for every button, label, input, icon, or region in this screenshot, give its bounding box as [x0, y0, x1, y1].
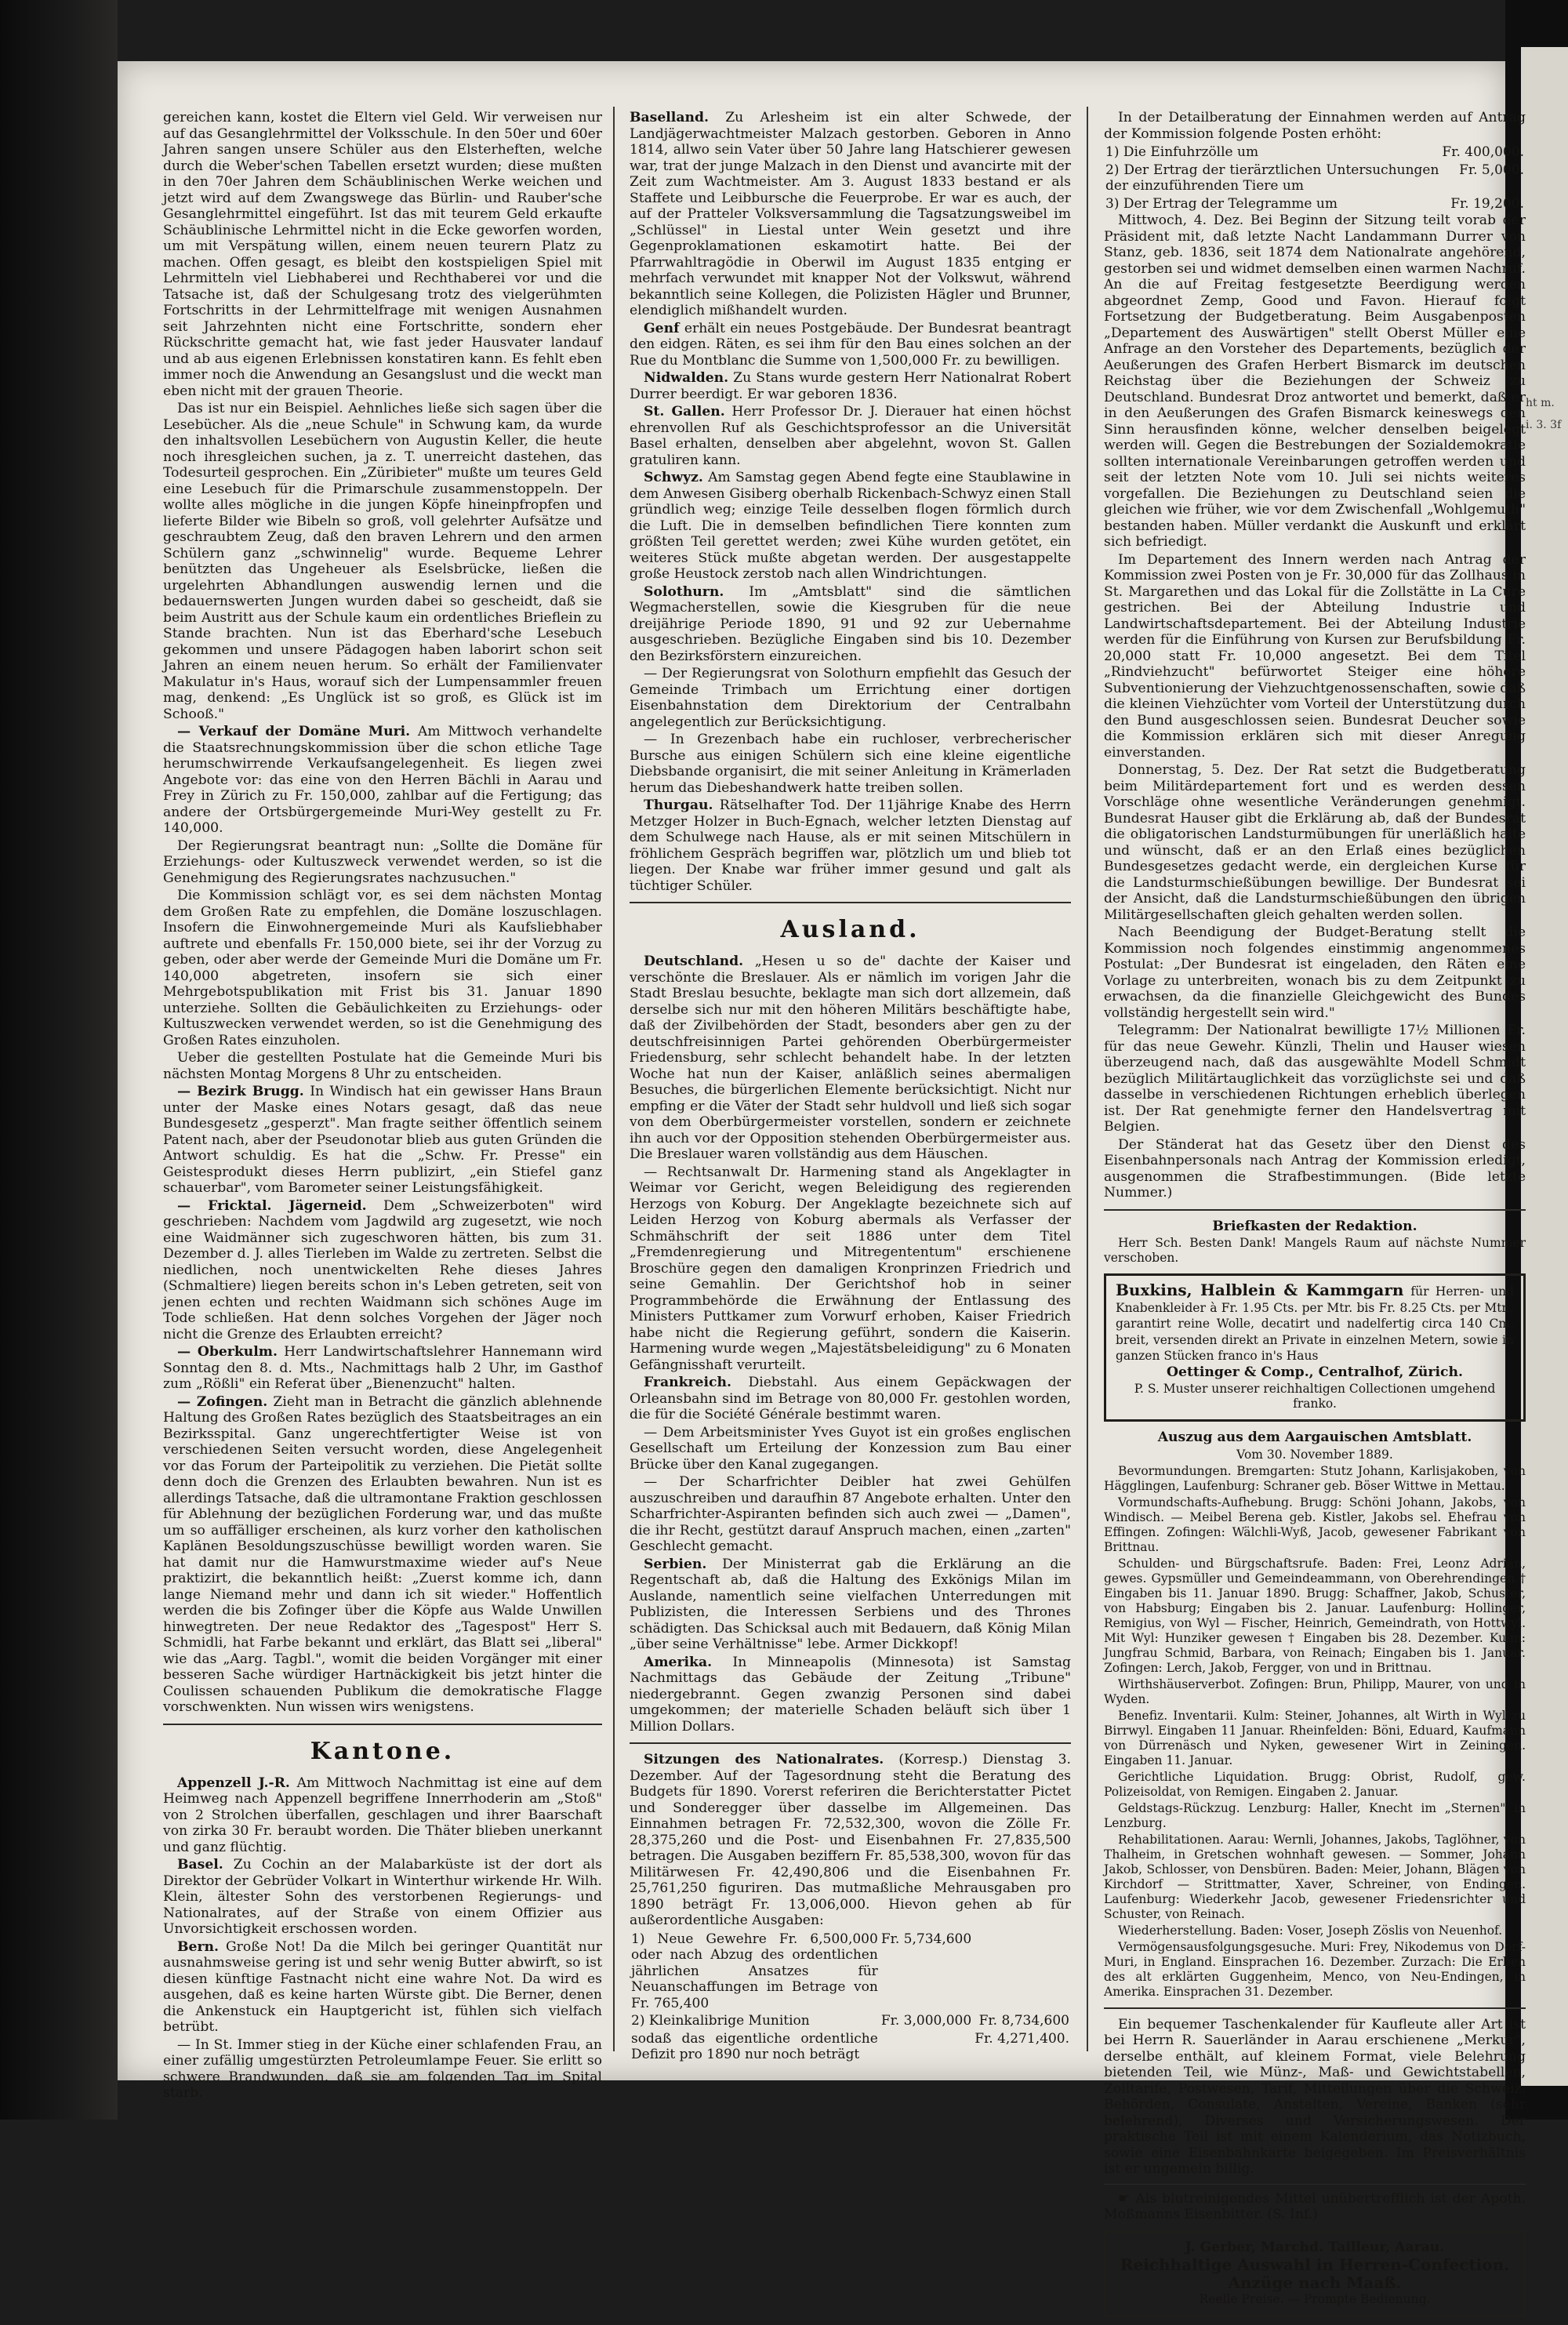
article-brugg [163, 1084, 602, 1197]
article-paragraph: — In St. Immer stieg in der Küche einer schlafenden Frau, an einer zufällig umgestürzten Petroleumlampe Feuer. Sie erlitt so schwere Brandwunden, daß sie am folgenden Tag im Spital starb. [163, 2036, 602, 2101]
article-paragraph: Mittwoch, 4. Dez. Bei Beginn der Sitzung teilt vorab der Präsident mit, daß letzte Nacht Landammann Durrer von Stanz, geb. 1836, seit 1874 dem Nationalrate angehörend, gestorben sei und widmet demselben einen warmen Nachruf. An die auf Freitag festgesetzte Beerdigung werden abgeordnet Zemp, Good und Favon. Hierauf folgt Fortsetzung der Budgetberatung. Beim Ausgabenposten „Departement des Auswärtigen" stellt Oberst Müller eine Anfrage an den Vorsteher des Departements, bezüglich der Aeußerungen des Grafen Herbert Bismarck im deutschen Reichstag über die Beziehungen der Schweiz zu Deutschland. Bundesrat Droz antwortet und bemerkt, daß er in den Aeußerungen des Grafen Bismarck keineswegs den Sinn herausfinden könne, welcher denselben beigelegt werden will. Gegen die Bestrebungen der Sozialdemokratie sollten internationale Vereinbarungen getroffen werden und seit der letzten Note vom 10. Juli sei nichts weiteres vorgefallen. Die Beziehungen zu Deutschland seien die gleichen wie früher, wie vor dem Zwischenfall „Wohlgemuth" bestanden haben. Müller verdankt die Auskunft und erklärt sich befriedigt. [1104, 213, 1526, 550]
ad-ps: P. S. Muster unserer reichhaltigen Collectionen umgehend franko. [1134, 1382, 1496, 1411]
article-paragraph: Donnerstag, 5. Dez. Der Rat setzt die Budgetberatung beim Militärdepartement fort und es werden dessen Vorschläge ohne wesentliche Veränderungen genehmigt. Bundesrat Hauser gibt die Erklärung ab, daß der Bundesrat die obligatorischen Landsturmübungen für unerläßlich halte und wünscht, daß er an den Erlaß eines bezüglichen Bundesgesetzes gedacht werde, ein dergleichen Kurse für die Landsturmschießübungen bewillige. Der Bundesrat sei der Ansicht, daß die Landsturmschießübungen den übrigen Militärgesellschaften gleich gehalten werden sollen. [1104, 762, 1526, 923]
article-text: erhält ein neues Postgebäude. Der Bundesrat beantragt den eidgen. Räten, es sei ihm für den Bau eines solchen an der Rue du Montblanc die Summe von 1,500,000 Fr. zu bewilligen. [630, 320, 1071, 369]
pointing-hand-icon: ☛ [1118, 2190, 1131, 2207]
ad-firm: Oettinger & Comp., Centralhof, Zürich. [1167, 1364, 1463, 1380]
article-paragraph: Der Regierungsrat beantragt nun: „Sollte die Domäne für Erziehungs- oder Kultuszweck verwendet werden, so ist die Genehmigung des Regierungsrates nachzusuchen." [163, 837, 602, 886]
article-heading: Sitzungen des Nationalrates. [644, 1752, 884, 1767]
table-cell-amount: Fr. 19,200. [1450, 195, 1524, 212]
table-row [630, 2012, 1071, 2030]
table-cell-label: 2) Kleinkalibrige Munition [631, 2013, 810, 2029]
article-nationalrat [630, 1752, 1071, 1929]
ad-text: Reelle Preise. — Prompte Bedienung. [1199, 2292, 1431, 2306]
section-divider [630, 1742, 1071, 1744]
column-3 [1104, 110, 1526, 2325]
article-paragraph: Ueber die gestellten Postulate hat die Gemeinde Muri bis nächsten Montag Morgens 8 Uhr zu entscheiden. [163, 1050, 602, 1082]
column-2 [630, 110, 1071, 2064]
article-paragraph: — Rechtsanwalt Dr. Harmening stand als Angeklagter in Weimar vor Gericht, wegen Beleidigung des regierenden Herzogs von Koburg. Der Angeklagte bezeichnete sich auf Leiden Herzog von Koburg abermals als Verfasser der Schmähschrift der seit 1886 unter dem Titel „Fremdenregierung und Mitregententum" erschienene Broschüre gegen den damaligen Kronprinzen Friedrich und seine Gemahlin. Der Gerichtshof hob in seiner Programmbehörde die Erwähnung der Entlassung des Ministers Puttkamer zum Vorwurf erhoben, Kaiser Friedrich habe nicht die Regierung geführt, sondern die Kaiserin. Harmening wurde wegen „Majestätsbeleidigung" zu 6 Monaten Gefängnisshaft verurteilt. [630, 1164, 1071, 1373]
article-paragraph: In der Detailberatung der Einnahmen werden auf Antrag der Kommission folgende Posten erhöht: [1104, 110, 1526, 142]
article-text: In Windisch hat ein gewisser Hans Braun unter der Maske eines Notars gesagt, daß das neue Bundesgesetz „gesperzt". Man fragte seither öffentlich seinem Patent nach, aber der Pseudonotar blieb aus guten Gründen die Antwort schuldig. Es hat die „Schw. Fr. Presse" ein Geistesprodukt dieses Herrn publizirt, „ein Stiefel ganz schauerbar", vom Barometer seiner Leistungsfähigkeit. [163, 1084, 602, 1196]
section-divider [163, 1724, 602, 1725]
table-cell-label: 2) Der Ertrag der tierärztlichen Untersuchungen der einzuführenden Tiere um [1105, 162, 1439, 194]
article-paragraph: Das ist nur ein Beispiel. Aehnliches ließe sich sagen über die Lesebücher. Als die „neue Schule" in Schwung kam, da wurde den inhaltsvollen Lesebüchern von Augustin Keller, die heute noch ihresgleichen suchen, ja z. T. unerreicht dastehen, das Todesurteil gesprochen. Ein „Züribieter" mußte um teures Geld eine Lesebuch für die Primarschule zusammenstoppeln. Der wollte alles mögliche in die jungen Köpfe hineinpfropfen und lieferte Bilder wie Bibeln so groß, voll gelehrter Aufsätze und geschraubtem Zeug, daß den braven Lehrern und den armen Schülern ganz „schwinnelig" wurde. Bequeme Lehrer benützten das Ungeheuer als Eselsbrücke, ließen die urgelehrten Abhandlungen auswendig lernen und die bedauernswerten Jungen wurden dabei so gescheidt, daß sie beim Austritt aus der Schule kaum ein ordentliches Brieflein zu Stande brachten. Nun ist das Eberhard'sche Lesebuch gekommen und unsere Pädagogen haben laborirt schon seit Jahren an einem neuen herum. So erhält der Familienvater Makulatur in's Haus, worauf sich der Lumpensammler freuen mag, denkend: „Es Unglück ist so groß, es Glück ist im Schooß." [163, 401, 602, 722]
article-text: Am Samstag gegen Abend fegte eine Staublawine in dem Anwesen Gisiberg oberhalb Rickenbach-Schwyz einen Stall gründlich weg; einzige Teile desselben flogen förmlich durch die Luft. Die in demselben befindlichen Tiere konnten zum größten Teil gerettet werden; zwei Kühe wurden getötet, ein weiteres Stück mußte abgetan werden. Der ausgestappelte große Heustock zerstob nach allen Windrichtungen. [630, 470, 1071, 582]
article-muri [163, 724, 602, 837]
article-text: Im „Amtsblatt" sind die sämtlichen Wegmacherstellen, sowie die Kiesgruben für die neue dreijährige Periode 1890, 91 und 92 zur Uebernahme ausgeschrieben. Bezügliche Eingaben sind bis 10. Dezember den Bezirksförstern einzureichen. [630, 583, 1071, 664]
article-stgallen [630, 404, 1071, 468]
article-text: Diebstahl. Aus einem Gepäckwagen der Orleansbahn sind im Betrage von 80,000 Fr. gestohlen worden, die für die Société Générale bestimmt waren. [630, 1375, 1072, 1422]
article-paragraph: — Der Scharfrichter Deibler hat zwei Gehülfen auszuschreiben und daraufhin 87 Angebote erhalten. Unter den Scharfrichter-Aspiranten befinden sich auch zwei — „Damen", die ihr Recht, gestützt darauf Anspruch machen, einen „zarten" Geschlecht gemacht. [630, 1474, 1071, 1554]
article-text: Am Mittwoch verhandelte die Staatsrechnungskommission über die schon etliche Tage herumschwirrende Verkaufsangelegenheit. Es liegen zwei Angebote vor: das eine von den Herren Bächli in Aarau und Frey in Zürich zu Fr. 150,000, zahlbar auf die Fertigung; das andere der Ortsbürgergemeinde Muri-Wey gestellt zu Fr. 140,000. [163, 724, 602, 836]
ad-text: für Herren- und Knabenkleider à Fr. 1.95 Cts. per Mtr. bis Fr. 8.25 Cts. per Mtr., garantirt reine Wolle, decatirt und nadelfertig circa 140 Cm. breit, versenden direkt an Private in einzelnen Metern, sowie in ganzen Stücken franco in's Haus [1116, 1284, 1514, 1363]
list-item: Wiederherstellung. Baden: Voser, Joseph Zöslis von Neuenhof. [1118, 1923, 1503, 1938]
article-solothurn [630, 584, 1071, 665]
article-text: Rätselhafter Tod. Der 11jährige Knabe des Herrn Metzger Holzer in Buch-Egnach, welcher letzten Dienstag auf dem Schulwege nach Hause, als er mit seinen Mitschülern in fröhlichem Gespräch begriffen war, plötzlich um und blieb tot liegen. Der Knabe war früher immer gesund und galt als tüchtiger Schüler. [630, 797, 1071, 894]
section-title-ausland: Ausland. [780, 916, 920, 943]
table-row [630, 2030, 1071, 2064]
article-text: Herr Landwirtschaftslehrer Hannemann wird Sonntag den 8. d. Mts., Nachmittags halb 2 Uhr, im Gasthof zum „Rößli" ein Referat über „Bienenzucht" halten. [163, 1344, 602, 1392]
article-heading: Amerika. [644, 1654, 713, 1670]
table-cell-amount: Fr. 5,734,600 [880, 1931, 972, 1947]
article-text: In Minneapolis (Minnesota) ist Samstag Nachmittags das Gebäude der Zeitung „Tribune" niedergebrannt. Gegen zwanzig Personen sind dabei umgekommen; der materielle Schaden beläuft sich über 1 Million Dollars. [630, 1654, 1071, 1735]
notice-text: Als blutreinigendes Mittel unübertrefflich ist der Apoth. Moßmanns Eisenbitter. (S. Inf.) [1104, 2190, 1526, 2222]
article-paragraph: — Dem Arbeitsminister Yves Guyot ist ein großes englischen Gesellschaft um Erteilung der Konzession zum Bau einer Brücke über den Kanal zugegangen. [630, 1424, 1071, 1473]
table-row [1104, 195, 1526, 213]
amtsblatt-list [1104, 1464, 1526, 2000]
article-heading: — Oberkulm. [177, 1344, 278, 1360]
table-cell-label: 3) Der Ertrag der Telegramme um [1105, 195, 1338, 212]
list-item: Rehabilitationen. Aarau: Wernli, Johannes, Jakobs, Taglöhner, von Thalheim, in Gretschen wohnhaft gewesen. — Sommer, Johann Jakob, Schlosser, von Densbüren. Baden: Meier, Johann, Blägen von Kirchdorf — Strittmatter, Xaver, Schreiner, von Endingen. Laufenburg: Wiederkehr Jacob, gewesener Friedensrichter und Schuster, von Reinach. [1104, 1832, 1526, 1921]
article-heading: — Fricktal. Jägerneid. [177, 1197, 367, 1214]
article-baselland [630, 110, 1071, 319]
article-text: Der Ministerrat gab die Erklärung an die Regentschaft ab, daß die Haltung des Exkönigs Milan im Auslande, namentlich seine vielfachen Unterredungen mit Publizisten, die Interessen Serbiens und des Thrones schädigten. Das Schicksal auch mit Bedauern, daß König Milan „über seine Verhältnisse" lebe. Armer Dickkopf! [630, 1556, 1071, 1652]
article-heading: Nidwalden. [644, 370, 729, 386]
table-cell-total: Fr. 4,271,400. [975, 2030, 1069, 2047]
amtsblatt-title: Auszug aus dem Aargauischen Amtsblatt. [1157, 1430, 1472, 1445]
article-paragraph: gereichen kann, kostet die Eltern viel Geld. Wir verweisen nur auf das Gesanglehrmittel der Volksschule. In den 50er und 60er Jahren sangen unsere Schüler aus den Elsterheften, welche durch die Weber'schen Tabellen ersetzt wurden; diese mußten in den 70er Jahren dem Schäublinischen Werke weichen und jetzt wird auf dem Zwangswege das Bürlin- und Rauber'sche Gesanglehrmittel eingeführt. Ist das mit teurem Geld erkaufte Schäublinische Lehrmittel nicht in die Ecke geworfen worden, um mit Verspätung willen, einem neuen teurern Platz zu machen. Offen gesagt, es bleibt den kostspieligen Spiel mit Lehrmitteln viel Liebhaberei und Rechthaberei vor und die Tatsache ist, daß der Schulgesang trotz des vielgerühmten Fortschritts in der Lehrmittelfrage mit wenigen Ausnahmen seit Jahrzehnten nicht eine Fortschritte, sondern eher Rückschritte gemacht hat, wie fast jeder Hausvater landauf und ab aus eigenen Erlebnissen konstatiren kann. Es fehlt eben immer noch die Anwendung an Gesangslust und die weckt man eben nicht mit der grauen Theorie. [163, 110, 602, 399]
article-paragraph: Der Ständerat hat das Gesetz über den Dienst des Eisenbahnpersonals nach Antrag der Kommission erledigt, ausgenommen die Strafbestimmungen. (Bide letzte Nummer.) [1104, 1136, 1526, 1201]
article-text: Herr Professor Dr. J. Dierauer hat einen höchst ehrenvollen Ruf als Geschichtsprofessor an die Universität Basel erhalten, denselben aber abgelehnt, wovon St. Gallen gratuliren kann. [630, 404, 1072, 468]
revenue-table [1104, 143, 1526, 213]
bitter-notice [1104, 2191, 1526, 2223]
section-divider [1104, 2007, 1526, 2009]
article-bern [163, 1939, 602, 2036]
article-heading: Appenzell J.-R. [177, 1775, 290, 1791]
article-text: Zu Arlesheim ist ein alter Schwede, der Landjägerwachtmeister Malzach gestorben. Geboren in Anno 1814, allwo sein Vater über 50 Jahre lang Hatschierer gewesen war, trat der junge Malzach in den Dienst und avancirte mit der Zeit zum Wachtmeister. Am 3. August 1833 bestand er als Staffete und Leibbursche die Feuerprobe. Er war es auch, der auf der Pratteler Volksversammlung die Tagsatzungsweibel im „Schlüssel" in Liestal unter Wein gesetzt und ihre Gegenproklamationen eskamotirt hatte. Bei der Pfarrwahltragödie in Oberwil im August 1835 entging er mehrfach verwundet mit knapper Not der Volkswut, während bekanntlich seine Kollegen, die Polizisten Hägler und Brunner, elendiglich mißhandelt wurden. [630, 110, 1072, 318]
section-title-kantone: Kantone. [310, 1737, 456, 1765]
advertisement-buxkin [1104, 1273, 1526, 1422]
article-heading: Schwyz. [644, 470, 703, 485]
article-fricktal [163, 1198, 602, 1343]
article-oberkulm [163, 1344, 602, 1393]
section-divider [1104, 2184, 1526, 2185]
article-basel [163, 1857, 602, 1938]
list-item: Wirthshäuserverbot. Zofingen: Brun, Philipp, Maurer, von und in Wyden. [1104, 1677, 1526, 1706]
article-paragraph: Im Departement des Innern werden nach Antrag der Kommission zwei Posten von je Fr. 30,000 für das Zollhaus in St. Margarethen und das Lokal für die Zollstätte in La Cure gestrichen. Bei der Abteilung Industrie und Landwirtschaftsdepartement. Bei der Abteilung Industrie werden für die Einführung von Kursen zur Berufsbildung Fr. 20,000 statt Fr. 10,000 angesetzt. Bei dem Titel „Rindviehzucht" befürwortet Steiger eine höhere Subventionierung der Viehzuchtgenossenschaften, sowie daß die kleinen Viehzüchter vom Vorteil der Unterstützung durch den Bund ausgeschlossen seien. Bundesrat Deucher sowie die Kommission erklären sich mit dieser Anregung einverstanden. [1104, 551, 1526, 761]
table-cell-label: 1) Die Einfuhrzölle um [1105, 144, 1259, 160]
ad-firm: J. Gerber, Marchd. Tailleur, Aarau. [1185, 2239, 1445, 2255]
section-divider [630, 902, 1071, 903]
article-paragraph: — In Grezenbach habe ein ruchloser, verbrecherischer Bursche aus einigen Schülern sich eine kleine eigentliche Diebsbande organisirt, die mit seiner Anleitung in Krämerladen herum das Diebeshandwerk hatte treiben sollen. [630, 732, 1071, 796]
article-paragraph: — Der Regierungsrat von Solothurn empfiehlt das Gesuch der Gemeinde Trimbach um Errichtung einer dortigen Eisenbahnstation dem Direktorium der Centralbahn angelegentlich zur Berücksichtigung. [630, 666, 1071, 730]
column-1 [163, 110, 602, 2103]
article-text: Zu Cochin an der Malabarküste ist der dort als Direktor der Gebrüder Volkart in Winterthur wirkende Hr. Wilh. Klein, ältester Sohn des verstorbenen Regierungs- und Nationalrates, auf der Straße von einem Offizier aus Unvorsichtigkeit erschossen worden. [163, 1857, 602, 1937]
article-heading: Frankreich. [644, 1375, 731, 1390]
article-heading: Baselland. [630, 110, 709, 125]
article-appenzell [163, 1775, 602, 1856]
article-serbien [630, 1557, 1071, 1653]
article-text: (Korresp.) Dienstag 3. Dezember. Auf der Tagesordnung steht die Beratung des Budgets für 1890. Vorerst referiren die Berichterstatter Pictet und Sonderegger über dasselbe im Allgemeinen. Das Einnahmen betragen Fr. 72,532,300, wovon die Zölle Fr. 28,375,260 und die Post- und Eisenbahnen Fr. 27,835,500 betragen. Die Ausgaben beziffern Fr. 85,538,300, wovon für das Militärwesen Fr. 42,490,806 und die Eisenbahnen Fr. 25,761,250 figuriren. Das mutmaßliche Mehrausgaben pro 1890 beträgt Fr. 13,006,000. Hievon gehen ab für außerordentliche Ausgaben: [630, 1752, 1071, 1928]
list-item: Benefiz. Inventarii. Kulm: Steiner, Johannes, alt Wirth in Wyl zu Birrwyl. Eingaben 11 Januar. Rheinfelden: Böni, Eduard, Kaufmann von Dürrenäsch und Nyken, gewesener Wirt in Zeiningen. Eingaben 11. Januar. [1104, 1708, 1526, 1767]
article-heading: Serbien. [644, 1556, 707, 1572]
table-cell-amount: Fr. 400,000. [1442, 144, 1524, 160]
article-text: Große Not! Da die Milch bei geringer Quantität nur ausnahmsweise gering ist und sehr wenig Butter abwirft, so ist diesen künftige Fastnacht nicht eine wahre Not. Da wird es ausgehen, daß es keine harten Würste gibt. Die Berner, denen die Ankenstuck ein Hauptgericht ist, fühlen sich vielfach betrübt. [163, 1938, 602, 2035]
article-amerika [630, 1655, 1071, 1735]
ad-subtitle: Anzüge nach Maaß. [1228, 2272, 1402, 2292]
article-heading: — Verkauf der Domäne Muri. [177, 724, 411, 739]
table-row [1104, 143, 1526, 162]
kalender-notice: Ein bequemer Taschenkalender für Kaufleute aller Art ist bei Herrn R. Sauerländer in Aarau erschienene „Merkur", derselbe enthält, auf kleinem Format, viele Belehrung bietenden Teil, wie Münz-, Maß- und Gewichtstabellen, Zolltarife, Postwesen, Tarif, Mitteilungen über die Schweiz, Behörden, Consulate, Anstalten, Vereine, Banken (sehr belehrend), Diverses und Versicherungswesen. Der praktische Teil ist mit einem Kalenderium, das Notizbuch, sowie eine Eisenbahnkarte beigegeben. Im Preisverhältnis ist er ungemein billig. [1104, 2016, 1526, 2177]
table-cell-amount [880, 2030, 973, 2064]
article-text: „Hesen u so de" dachte der Kaiser und verschönte die Breslauer. Als er nämlich im vorigen Jahr die Stadt Breslau besuchte, beklagte man sich dort allzemein, daß derselbe sich nur mit den höheren Militärs beschäftigte habe, daß der Zivilbehörden der Stadt, besonders aber gen zu der deutschfreisinnigen Partei gehörenden Oberbürgermeister Friedensburg, sehr schlecht behandelt habe. In der letzten Woche hat nun der Kaiser, anläßlich seines abermaligen Besuches, die bürgerlichen Elemente berücksichtigt. Nicht nur empfing er die Väter der Stadt sehr huldvoll und ließ sich sogar von dem Oberbürgermeister vorstellen, sondern er zeichnete ihn auch vor der Opposition stehenden Oberbürgermeister aus. Die Breslauer waren vollständig aus dem Häuschen. [630, 954, 1071, 1162]
list-item: Schulden- und Bürgschaftsrufe. Baden: Frei, Leonz Adrian, gewes. Gypsmüller und Gemeindeammann, von Oberehrendingen † Eingaben bis 11. Januar 1890. Brugg: Schaffner, Jakob, Schuster, von Habsburg; Eingaben bis 2. Januar. Laufenburg: Hollinger, Remigius, von Wyl — Fischer, Heinrich, Gemeindrath, von Hottwyl. Mit Wyl: Hunziker gewesen † Eingaben bis 28. Dezember. Kulm: Jungfrau Schmid, Barbara, von Reinach; Eingaben bis 1. Januar. Zofingen: Lerch, Jakob, Fergger, von und in Brittnau. [1104, 1556, 1526, 1675]
article-zofingen [163, 1394, 602, 1716]
list-item: Vermögensausfolgungsgesuche. Muri: Frey, Nikodemus von Dorf-Muri, in England. Einsprachen 16. Dezember. Zurzach: Die Erben des alt erklärten Guggenheim, Menco, von Neu-Endingen, in Amerika. Einsprachen 31. Dezember. [1104, 1939, 1526, 1999]
amtsblatt-date: Vom 30. November 1889. [1236, 1447, 1393, 1462]
table-row [1104, 162, 1526, 195]
article-text: Zieht man in Betracht die gänzlich ablehnende Haltung des Großen Rates bezüglich des Staatsbeitrages an ein Bezirksspital. Ganz ungerechtfertigter Weise ist von verschiedenen Seiten versucht worden, diese Angelegenheit vor das Forum der Parteipolitik zu verziehen. Die Pietät sollte denn doch die Grenzen des Erlaubten bewahren. Nun ist es allerdings Tatsache, daß die ultramontane Fraktion geschlossen für Ablehnung der bezüglichen Forderung war, und das mußte um so auffälliger erscheinen, als kurz vorher den katholischen Kaplänen Besoldungszuschüsse bewilligt worden waren. Sie hat damit nur die Hamwurstmaxime wieder auf's Neue praktizirt, die bekanntlich heißt: „Zuerst komme ich, dann lange Niemand mehr und dann ich sit wieder." Hoffentlich werden die bis Zofinger über die Köpfe aus Walde Unwillen hinwegtreten. Der neue Redaktor des „Tagespost" Herr S. Schmidli, hat Farbe bekannt und erklärt, das Blatt sei „liberal" wie das „Aarg. Tagbl.", womit die beiden Vorgänger mit einer besseren Sache würdiger Hartnäckigkeit bis jetzt hinter die Coulissen schauenden Publikum die demokratische Flagge vorschwenkten. Nun wissen wirs wenigstens. [163, 1393, 602, 1715]
list-item: Bevormundungen. Bremgarten: Stutz Johann, Karlisjakoben, von Hägglingen, Laufenburg: Schraner geb. Böser Wittwe in Mettau. [1104, 1463, 1526, 1493]
article-paragraph: Die Kommission schlägt vor, es sei dem nächsten Montag dem Großen Rate zu empfehlen, die Domäne loszuschlagen. Insofern die Einwohnergemeinde Muri als Kaufsliebhaber auftrete und ebenfalls Fr. 150,000 biete, sei ihr der Vorzug zu geben, oder aber werde der Gemeinde Muri die Domäne um Fr. 140,000 abgetreten, insofern sie sich einer Mehrgebotspublikation mit Frist bis 31. Januar 1890 unterziehe. Sollten die Gebäulichkeiten zu Erziehungs- oder Kultuszwecken verwendet werden, so ist die Genehmigung des Großen Rates einzuholen. [163, 888, 602, 1048]
ad-title: Buxkins, Halblein & Kammgarn [1116, 1281, 1404, 1299]
table-cell-amount: Fr. 5,000. [1459, 162, 1524, 178]
scan-border-left [0, 0, 118, 2120]
adjacent-page-text: ht m. i. 3. 3f [1526, 397, 1562, 431]
budget-table [630, 1931, 1071, 2064]
article-heading: Thurgau. [644, 797, 713, 813]
article-schwyz [630, 470, 1071, 583]
article-thurgau [630, 797, 1071, 894]
article-frankreich [630, 1375, 1071, 1423]
column-rule [1087, 107, 1088, 2051]
article-text: Dem „Schweizerboten" wird geschrieben: Nachdem vom Jagdwild arg zugesetzt, wie noch eine Waidmänner sich zugeschworen hätten, bis zum 31. Dezember d. J. alles Tierleben im Walde zu zertreten. Selbst die niedlichen, noch unentwickelten Rehe dieses Jahres (Schmaltiere) liegen bereits schon in's Leben getreten, seit von jenen echten und rechten Waidmann sich schönes Auge im Tode schließen. Hat denn solches Vorgehen der Jäger noch nicht die Grenze des Erlaubten erreicht? [163, 1197, 602, 1342]
article-heading: St. Gallen. [644, 404, 725, 420]
briefkasten-text: Herr Sch. Besten Dank! Mangels Raum auf nächste Nummer verschoben. [1104, 1236, 1526, 1265]
article-text: Am Mittwoch Nachmittag ist eine auf dem Heimweg nach Appenzell begriffene Innerrhoderin am „Stoß" von 2 Strolchen überfallen, geschlagen und ihrer Baarschaft von zirka 30 Fr. beraubt worden. Die Thäter blieben unerkannt und ganz flüchtig. [163, 1775, 602, 1855]
article-text: Zu Stans wurde gestern Herr Nationalrat Robert Durrer beerdigt. Er war geboren 1836. [630, 370, 1071, 402]
table-row [630, 1931, 1071, 2013]
table-cell-amount: Fr. 3,000,000 [880, 2013, 972, 2029]
article-deutschland [630, 954, 1071, 1163]
table-cell-label: 1) Neue Gewehre Fr. 6,500,000 oder nach Abzug des ordentlichen jährlichen Ansatzes für Neuanschaffungen im Betrage von Fr. 765,400 [631, 1931, 878, 2011]
ad-title: Reichhaltige Auswahl in Herren-Confection. [1120, 2255, 1510, 2274]
briefkasten-title: Briefkasten der Redaktion. [1212, 1218, 1417, 1234]
article-heading: Deutschland. [644, 954, 744, 969]
article-heading: Basel. [177, 1857, 223, 1873]
advertisement-gerber [1104, 2231, 1526, 2318]
article-heading: Solothurn. [644, 583, 724, 600]
adjacent-page-edge [1521, 47, 1568, 2086]
article-heading: — Zofingen. [177, 1393, 268, 1410]
article-paragraph: Nach Beendigung der Budget-Beratung stellt die Kommission noch folgendes einstimmig angenommenes Postulat: „Der Bundesrat ist eingeladen, den Räten eine Vorlage zu unterbreiten, wonach bis zu dem Zeitpunkt zu erwachsen, da die finanzielle Gleichgewicht des Bundes vollständig hergestellt sein wird." [1104, 925, 1526, 1021]
article-nidwalden [630, 370, 1071, 402]
table-cell-label: sodaß das eigentliche ordentliche Defizit pro 1890 nur noch beträgt [631, 2030, 878, 2062]
list-item: Gerichtliche Liquidation. Brugg: Obrist, Rudolf, gew. Polizeisoldat, von Remigen. Eingaben 2. Januar. [1104, 1769, 1526, 1799]
article-heading: Genf [644, 320, 680, 336]
article-heading: — Bezirk Brugg. [177, 1084, 304, 1099]
article-heading: Bern. [177, 1938, 219, 1955]
section-divider [1104, 1209, 1526, 1211]
article-paragraph: Telegramm: Der Nationalrat bewilligte 17½ Millionen Fr. für das neue Gewehr. Künzli, Thelin und Hauser wiesen überzeugend nach, daß das ausgewählte Modell Schmidt bezüglich Militärtauglichkeit das vorzüglichste sei und daß dasselbe in verschiedenen Richtungen erheblich überlegen ist. Der Rat genehmigte ferner den Handelsvertrag mit Belgien. [1104, 1023, 1526, 1135]
article-genf [630, 321, 1071, 369]
list-item: Geldstags-Rückzug. Lenzburg: Haller, Knecht im „Sternen" in Lenzburg. [1104, 1800, 1526, 1830]
newspaper-page [118, 61, 1526, 2306]
table-cell-total: Fr. 8,734,600 [978, 2013, 1069, 2029]
table-cell-total [973, 1931, 1071, 2013]
column-rule [613, 107, 615, 2051]
list-item: Vormundschafts-Aufhebung. Brugg: Schöni Johann, Jakobs, von Windisch. — Meibel Berena geb. Kistler, Jakobs sel. Ehefrau von Effingen. Zofingen: Wälchli-Wyß, Jacob, gewesener Fabrikant von Brittnau. [1104, 1495, 1526, 1554]
